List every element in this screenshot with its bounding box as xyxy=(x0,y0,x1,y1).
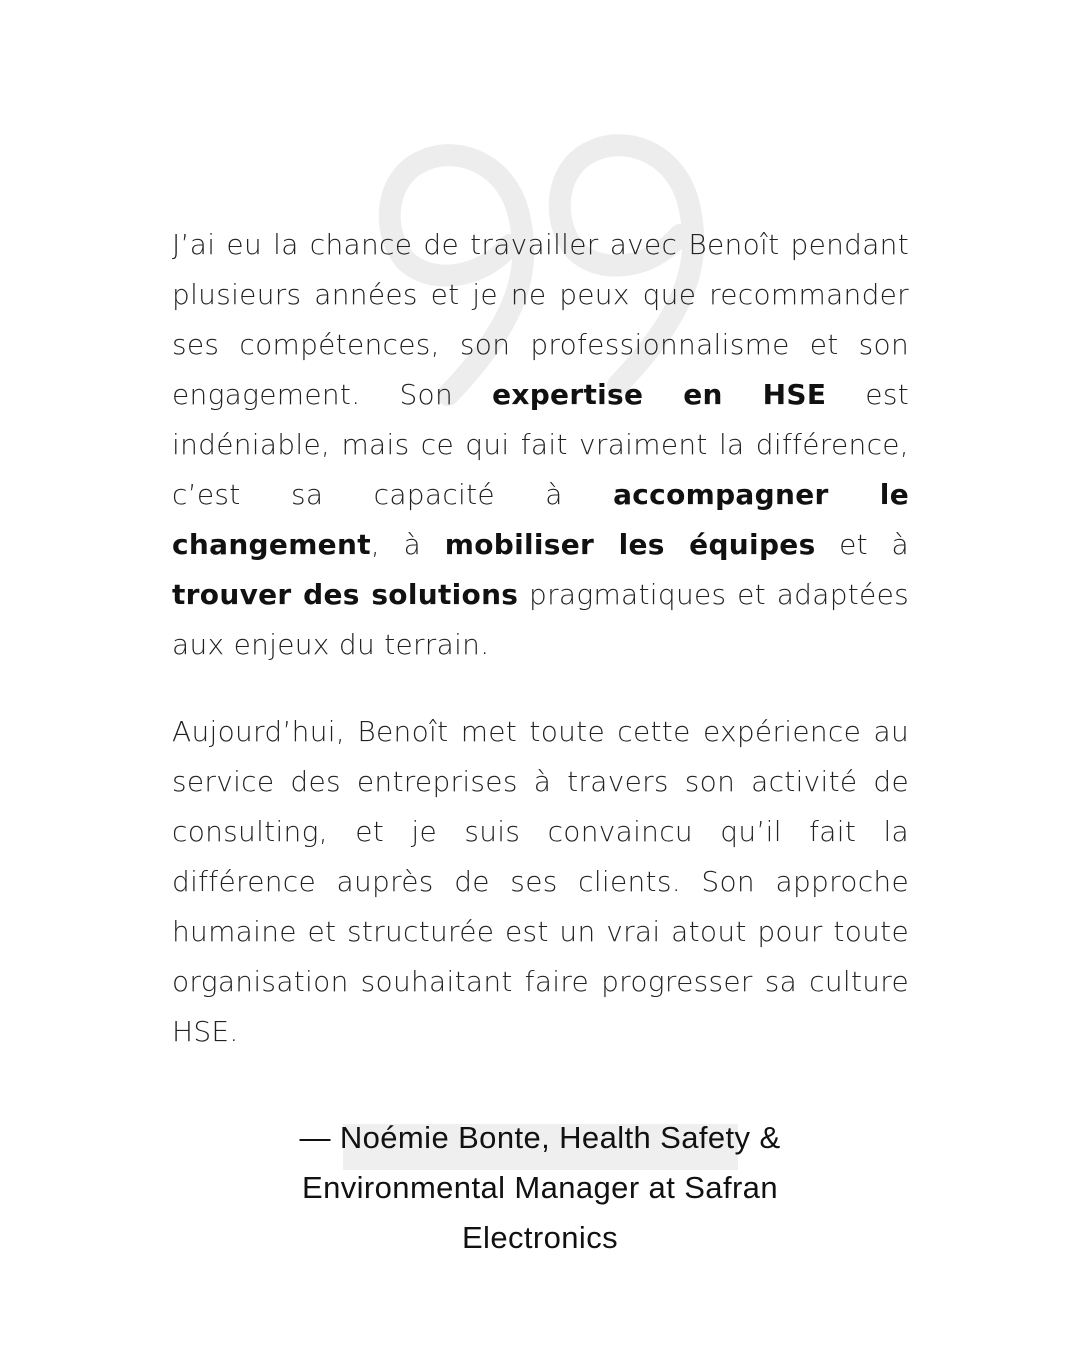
text-segment: J’ai eu la chance de travailler avec Benoît pendant plusieurs années et je ne peux que recommander ses compétences, son professionnalisme et son engagement. Son xyxy=(172,228,909,411)
text-segment: et à xyxy=(815,528,909,561)
bold-phrase-equipes: mobiliser les équipes xyxy=(444,528,816,561)
testimonial-paragraph-2: Aujourd’hui, Benoît met toute cette expérience au service des entreprises à travers son activité de consulting, et je suis convaincu qu’il fait la différence auprès de ses clients. Son approche humaine et structurée est un vrai atout pour toute organisation souhaitant faire progresser sa culture HSE. xyxy=(172,715,909,1048)
attribution-line-2: Environmental Manager at Safran xyxy=(302,1170,778,1205)
testimonial-text xyxy=(172,220,909,1057)
text-segment: pragmatiques et adaptées aux enjeux du terrain. xyxy=(172,578,910,661)
text-segment: est indéniable, mais ce qui fait vraiment la différence, c’est sa capacité à xyxy=(172,378,909,511)
testimonial-paragraph-1 xyxy=(172,220,909,670)
bold-phrase-solutions: trouver des solutions xyxy=(172,578,519,611)
bold-phrase-expertise: expertise en HSE xyxy=(492,378,827,411)
bold-phrase-changement: accompagner le changement xyxy=(172,478,909,561)
text-segment: , à xyxy=(370,528,445,561)
attribution-line-1: — Noémie Bonte, Health Safety & xyxy=(299,1120,781,1155)
attribution xyxy=(200,1113,880,1263)
attribution-line-3: Electronics xyxy=(461,1220,618,1255)
